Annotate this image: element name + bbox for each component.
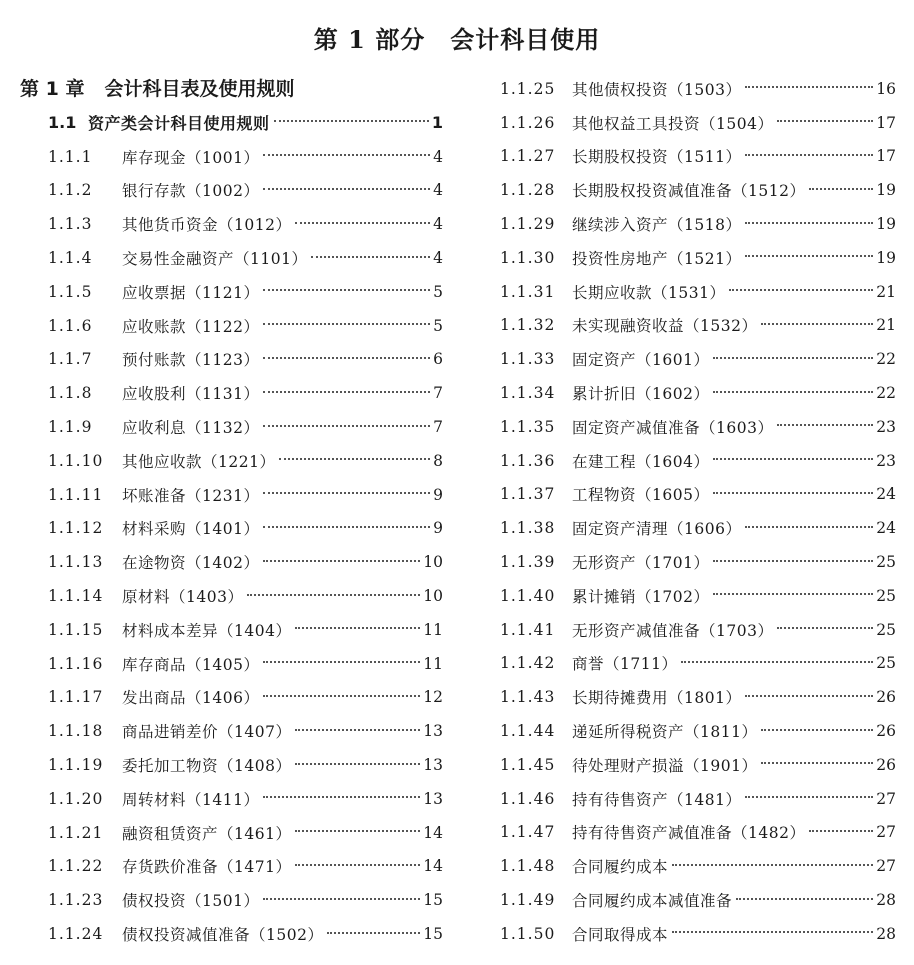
toc-entry[interactable] [500,849,896,883]
entry-number: 1.1.44 [500,722,556,741]
entry-title: 应收利息（1132） [122,419,260,438]
entry-number: 1.1.43 [500,688,556,707]
toc-entry[interactable] [500,816,896,850]
dot-leader [672,863,873,866]
toc-entry[interactable] [500,917,896,951]
entry-title: 库存商品（1405） [122,655,260,674]
page-number: 28 [876,924,896,943]
entry-number: 1.1.24 [48,925,104,944]
entry-title: 累计折旧（1602） [572,385,710,404]
page-number: 14 [423,857,443,876]
entry-title: 未实现融资收益（1532） [572,317,758,336]
entry-title: 累计摊销（1702） [572,587,710,606]
toc-entry[interactable] [20,748,443,782]
toc-entry[interactable] [20,579,443,613]
entry-title: 其他权益工具投资（1504） [572,114,774,133]
entry-number: 1.1.30 [500,248,556,267]
entry-number: 1.1.8 [48,384,93,403]
entry-title: 固定资产减值准备（1603） [572,418,774,437]
page-number: 5 [433,316,443,335]
page-number: 27 [876,857,896,876]
entry-number: 1.1.18 [48,722,104,741]
page-number: 14 [423,823,443,842]
entry-number: 1.1.41 [500,620,556,639]
page-number: 19 [876,215,896,234]
dot-leader [263,559,420,562]
entry-number: 1.1.21 [48,823,104,842]
page-number: 19 [876,248,896,267]
entry-number: 1.1.20 [48,789,104,808]
entry-title: 长期应收款（1531） [572,283,726,302]
toc-entry[interactable] [20,174,443,208]
dot-leader [295,626,420,629]
dot-leader [274,119,429,122]
toc-entry[interactable] [20,275,443,309]
entry-title: 材料成本差异（1404） [122,621,292,640]
toc-entry[interactable] [500,106,896,140]
page-number: 16 [876,79,896,98]
page-number: 17 [876,113,896,132]
entry-number: 1.1.50 [500,924,556,943]
dot-leader [809,829,873,832]
entry-title: 发出商品（1406） [122,689,260,708]
entry-number: 1.1.39 [500,553,556,572]
page-number: 10 [423,587,443,606]
page-number: 1 [431,113,443,133]
page-number: 13 [423,789,443,808]
toc-entry[interactable] [500,714,896,748]
entry-number: 1.1.27 [500,147,556,166]
page-number: 12 [423,688,443,707]
page-number: 28 [876,891,896,910]
toc-entry[interactable] [20,917,443,951]
entry-number: 1.1.31 [500,282,556,301]
entry-number: 1.1.49 [500,891,556,910]
page-number: 19 [876,181,896,200]
page-number: 25 [876,553,896,572]
toc-entry[interactable] [500,173,896,207]
dot-leader [713,592,873,595]
section-number: 1.1 [48,113,77,133]
entry-title: 预付账款（1123） [122,351,260,370]
toc-entry[interactable] [20,140,443,174]
left-entry-list [20,140,443,951]
entry-title: 投资性房地产（1521） [572,249,742,268]
page-number: 15 [423,925,443,944]
page-number: 23 [876,417,896,436]
page-number: 27 [876,823,896,842]
dot-leader [761,728,873,731]
entry-number: 1.1.10 [48,451,104,470]
toc-entry[interactable] [500,309,896,343]
dot-leader [263,525,430,528]
dot-leader [745,85,873,88]
toc-entry[interactable] [20,410,443,444]
entry-title: 周转材料（1411） [122,790,260,809]
entry-number: 1.1.22 [48,857,104,876]
dot-leader [247,593,420,596]
toc-entry[interactable] [500,782,896,816]
entry-title: 坏账准备（1231） [122,486,260,505]
entry-title: 债权投资（1501） [122,892,260,911]
dot-leader [745,153,873,156]
entry-title: 商誉（1711） [572,655,678,674]
page-number: 13 [423,722,443,741]
page-number: 25 [876,586,896,605]
toc-entry[interactable] [500,444,896,478]
entry-title: 应收账款（1122） [122,317,260,336]
entry-title: 合同取得成本 [572,925,669,944]
toc-entry[interactable] [20,883,443,917]
dot-leader [713,559,873,562]
toc-entry[interactable] [500,511,896,545]
page-number: 27 [876,789,896,808]
entry-title: 应收股利（1131） [122,385,260,404]
entry-number: 1.1.16 [48,654,104,673]
toc-entry[interactable] [20,478,443,512]
entry-number: 1.1.14 [48,587,104,606]
entry-number: 1.1.25 [500,79,556,98]
page-number: 4 [433,215,443,234]
entry-title: 其他货币资金（1012） [122,216,292,235]
page-number: 26 [876,688,896,707]
entry-title: 合同履约成本减值准备 [572,892,733,911]
entry-number: 1.1.46 [500,789,556,808]
entry-title: 在建工程（1604） [572,452,710,471]
dot-leader [311,255,430,258]
dot-leader [327,931,420,934]
entry-title: 固定资产（1601） [572,351,710,370]
dot-leader [713,390,873,393]
entry-title: 融资租赁资产（1461） [122,824,292,843]
page-number: 25 [876,620,896,639]
dot-leader [777,423,873,426]
page-number: 11 [423,620,443,639]
entry-number: 1.1.29 [500,215,556,234]
dot-leader [295,863,420,866]
entry-title: 在途物资（1402） [122,554,260,573]
entry-title: 原材料（1403） [122,588,244,607]
page-number: 8 [433,451,443,470]
entry-number: 1.1.13 [48,553,104,572]
dot-leader [745,221,873,224]
dot-leader [761,322,873,325]
entry-number: 1.1.47 [500,823,556,842]
entry-number: 1.1.42 [500,654,556,673]
page-number: 17 [876,147,896,166]
part-title: 第 1 部分 会计科目使用 [313,25,601,54]
dot-leader [745,795,873,798]
page-number: 10 [423,553,443,572]
section-heading[interactable] [20,106,443,140]
chapter-number: 第 1 章 [20,78,85,100]
entry-number: 1.1.33 [500,350,556,369]
toc-left-column [20,72,443,951]
entry-title: 长期待摊费用（1801） [572,689,742,708]
toc-entry[interactable] [20,309,443,343]
toc-entry[interactable] [20,512,443,546]
entry-title: 应收票据（1121） [122,283,260,302]
section-title: 资产类会计科目使用规则 [88,114,270,134]
page-number: 23 [876,451,896,470]
page-number: 7 [433,418,443,437]
entry-number: 1.1.2 [48,181,93,200]
toc-entry[interactable] [20,444,443,478]
entry-number: 1.1.36 [500,451,556,470]
dot-leader [263,390,430,393]
page-number: 9 [433,519,443,538]
entry-number: 1.1.38 [500,519,556,538]
entry-title: 银行存款（1002） [122,182,260,201]
entry-number: 1.1.15 [48,620,104,639]
toc-entry[interactable] [20,343,443,377]
entry-number: 1.1.23 [48,891,104,910]
entry-number: 1.1.1 [48,147,93,166]
dot-leader [713,457,873,460]
page-number: 24 [876,519,896,538]
entry-title: 长期股权投资（1511） [572,148,742,167]
toc-entry[interactable] [20,681,443,715]
toc-entry[interactable] [500,478,896,512]
toc-entry[interactable] [500,748,896,782]
toc-entry[interactable] [20,647,443,681]
toc-entry[interactable] [500,883,896,917]
dot-leader [713,356,873,359]
page-number: 4 [433,249,443,268]
entry-number: 1.1.9 [48,418,93,437]
dot-leader [263,187,430,190]
chapter-title: 会计科目表及使用规则 [104,78,295,100]
toc-entry[interactable] [500,545,896,579]
dot-leader [729,288,873,291]
toc-entry[interactable] [500,579,896,613]
toc-entry[interactable] [20,545,443,579]
page-number: 4 [433,147,443,166]
entry-number: 1.1.6 [48,316,93,335]
toc-entry[interactable] [500,680,896,714]
dot-leader [263,322,430,325]
entry-number: 1.1.17 [48,688,104,707]
entry-title: 库存现金（1001） [122,148,260,167]
toc-entry[interactable] [500,72,896,106]
dot-leader [745,254,873,257]
dot-leader [295,221,430,224]
toc-entry[interactable] [20,376,443,410]
entry-number: 1.1.4 [48,249,93,268]
page-number: 22 [876,350,896,369]
entry-title: 债权投资减值准备（1502） [122,926,324,945]
toc-entry[interactable] [20,714,443,748]
entry-title: 持有待售资产减值准备（1482） [572,824,806,843]
page-number: 4 [433,181,443,200]
toc-entry[interactable] [20,816,443,850]
entry-title: 其他应收款（1221） [122,452,276,471]
dot-leader [263,897,420,900]
dot-leader [263,288,430,291]
page-number: 5 [433,282,443,301]
entry-title: 其他债权投资（1503） [572,80,742,99]
entry-number: 1.1.3 [48,215,93,234]
toc-entry[interactable] [500,207,896,241]
dot-leader [263,491,430,494]
dot-leader [672,930,873,933]
dot-leader [777,626,873,629]
entry-number: 1.1.45 [500,755,556,774]
entry-title: 商品进销差价（1407） [122,723,292,742]
entry-number: 1.1.37 [500,485,556,504]
entry-title: 递延所得税资产（1811） [572,723,758,742]
entry-number: 1.1.32 [500,316,556,335]
dot-leader [681,660,873,663]
toc-entry[interactable] [500,647,896,681]
dot-leader [713,491,873,494]
dot-leader [295,728,420,731]
toc-entry[interactable] [500,342,896,376]
page-number: 24 [876,485,896,504]
page-number: 6 [433,350,443,369]
entry-title: 无形资产减值准备（1703） [572,621,774,640]
dot-leader [279,457,430,460]
dot-leader [745,525,873,528]
toc-entry[interactable] [20,613,443,647]
dot-leader [263,153,430,156]
dot-leader [295,762,420,765]
toc-entry[interactable] [500,376,896,410]
entry-number: 1.1.26 [500,113,556,132]
entry-title: 工程物资（1605） [572,486,710,505]
entry-title: 长期股权投资减值准备（1512） [572,182,806,201]
entry-number: 1.1.28 [500,181,556,200]
page-number: 25 [876,654,896,673]
dot-leader [809,187,873,190]
entry-number: 1.1.5 [48,282,93,301]
entry-number: 1.1.7 [48,350,93,369]
page-number: 7 [433,384,443,403]
dot-leader [745,694,873,697]
dot-leader [295,829,420,832]
toc-entry[interactable] [500,613,896,647]
dot-leader [736,897,873,900]
page-number: 21 [876,316,896,335]
entry-title: 合同履约成本 [572,858,669,877]
entry-number: 1.1.48 [500,857,556,876]
entry-number: 1.1.34 [500,384,556,403]
entry-title: 材料采购（1401） [122,520,260,539]
right-entry-list [500,72,896,951]
page-number: 9 [433,485,443,504]
chapter-heading[interactable] [20,72,443,106]
dot-leader [263,795,420,798]
toc-entry[interactable] [20,850,443,884]
page-number: 15 [423,891,443,910]
entry-number: 1.1.11 [48,485,104,504]
entry-number: 1.1.40 [500,586,556,605]
entry-number: 1.1.35 [500,417,556,436]
entry-title: 固定资产清理（1606） [572,520,742,539]
entry-title: 交易性金融资产（1101） [122,250,308,269]
dot-leader [263,694,420,697]
dot-leader [263,356,430,359]
entry-title: 继续涉入资产（1518） [572,216,742,235]
entry-title: 持有待售资产（1481） [572,790,742,809]
dot-leader [263,424,430,427]
entry-title: 待处理财产损溢（1901） [572,756,758,775]
page-number: 26 [876,722,896,741]
entry-title: 委托加工物资（1408） [122,757,292,776]
toc-entry[interactable] [20,782,443,816]
toc-entry[interactable] [20,207,443,241]
dot-leader [263,660,420,663]
page-number: 13 [423,756,443,775]
toc-entry[interactable] [500,275,896,309]
toc-entry[interactable] [20,241,443,275]
dot-leader [761,761,873,764]
toc-entry[interactable] [500,140,896,174]
toc-right-column [500,72,896,951]
entry-number: 1.1.12 [48,519,104,538]
page-number: 21 [876,282,896,301]
dot-leader [777,119,873,122]
page-number: 22 [876,384,896,403]
toc-entry[interactable] [500,241,896,275]
entry-number: 1.1.19 [48,756,104,775]
page-number: 11 [423,654,443,673]
entry-title: 无形资产（1701） [572,554,710,573]
entry-title: 存货跌价准备（1471） [122,858,292,877]
toc-entry[interactable] [500,410,896,444]
page-number: 26 [876,755,896,774]
